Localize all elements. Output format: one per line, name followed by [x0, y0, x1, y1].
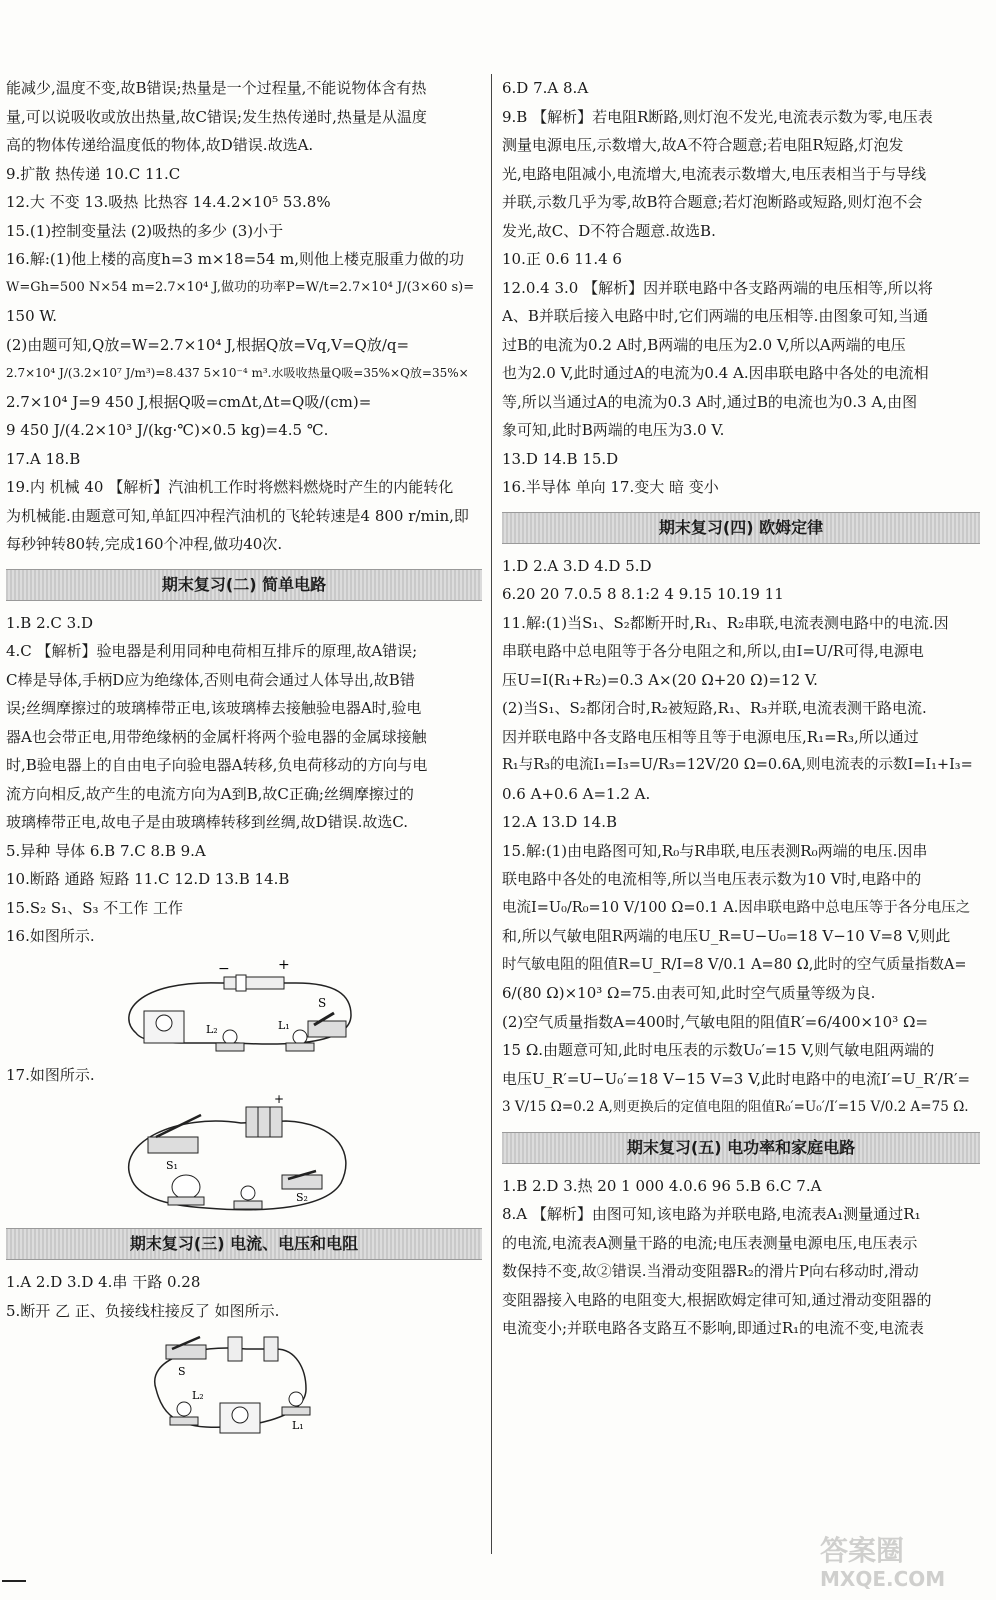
- text-line: 15.(1)控制变量法 (2)吸热的多少 (3)小于: [6, 221, 284, 240]
- text-line: 象可知,此时B两端的电压为3.0 V.: [502, 421, 725, 439]
- lamp-l2-label-5: L₂: [192, 1389, 204, 1402]
- text-line: 联电路中各处的电流相等,所以当电压表示数为10 V时,电路中的: [502, 870, 922, 888]
- text-line: C棒是导体,手柄D应为绝缘体,否则电荷会通过人体导出,故B错: [6, 670, 415, 689]
- text-line: 16.解:(1)他上楼的高度h=3 m×18=54 m,则他上楼克服重力做的功: [6, 250, 464, 268]
- text-line: 并联,示数几乎为零,故B符合题意;若灯泡断路或短路,则灯泡不会: [502, 193, 923, 211]
- section-header-4: 期末复习(四) 欧姆定律: [502, 512, 980, 544]
- text-line: 15.S₂ S₁、S₃ 不工作 工作: [6, 898, 184, 917]
- text-line: 6.D 7.A 8.A: [502, 79, 589, 97]
- left-bottom-lines: [6, 1268, 482, 1325]
- text-line: (2)空气质量指数A=400时,气敏电阻的阻值R′=6/400×10³ Ω=: [502, 1012, 928, 1031]
- watermark-line1: 答案圈: [820, 1534, 905, 1567]
- switch-s2-label: S₂: [296, 1191, 308, 1204]
- text-line: 时气敏电阻的阻值R=U_R/I=8 V/0.1 A=80 Ω,此时的空气质量指数A=: [502, 956, 967, 973]
- lamp-l1-label-5: L₁: [292, 1419, 304, 1432]
- left-top-lines: [6, 74, 482, 559]
- text-line: 电流变小;并联电路各支路互不影响,即通过R₁的电流不变,电流表: [502, 1319, 924, 1337]
- text-line: 12.大 不变 13.吸热 比热容 14.4.2×10⁵ 53.8%: [6, 193, 331, 211]
- watermark-logo: [820, 1535, 980, 1595]
- text-line: 发光,故C、D不符合题意.故选B.: [502, 221, 716, 240]
- text-line: 器A也会带正电,用带绝缘柄的金属杆将两个验电器的金属球接触: [6, 727, 427, 746]
- text-line: 10.断路 通路 短路 11.C 12.D 13.B 14.B: [6, 870, 290, 888]
- text-line: 1.D 2.A 3.D 4.D 5.D: [502, 556, 652, 575]
- text-line: 15 Ω.由题意可知,此时电压表的示数U₀′=15 V,则气敏电阻两端的: [502, 1041, 935, 1059]
- text-line: 3 V/15 Ω=0.2 A,则更换后的定值电阻的阻值R₀′=U₀′/I′=15 V/0.2 A=75 Ω.: [502, 1099, 969, 1115]
- text-line: 150 W.: [6, 307, 57, 325]
- text-line: 每秒钟转80转,完成160个冲程,做功40次.: [6, 535, 283, 553]
- text-line: 变阻器接入电路的电阻变大,根据欧姆定律可知,通过滑动变阻器的: [502, 1290, 932, 1309]
- text-line: 5.异种 导体 6.B 7.C 8.B 9.A: [6, 841, 206, 860]
- text-line: 2.7×10⁴ J/(3.2×10⁷ J/m³)=8.437 5×10⁻⁴ m³.水吸收热量Q吸=35%×Q放=35%×: [6, 366, 469, 380]
- right-lines-b: [502, 552, 980, 1122]
- text-line: 16.半导体 单向 17.变大 暗 变小: [502, 478, 719, 496]
- text-line: 16.如图所示.: [6, 927, 95, 945]
- text-line: 15.解:(1)由电路图可知,R₀与R串联,电压表测R₀两端的电压.因串: [502, 841, 928, 860]
- figure-17-circuit: [6, 1093, 482, 1218]
- text-line: R₁与R₃的电流I₁=I₃=U/R₃=12V/20 Ω=0.6A,则电流表的示数I=I₁+I₃=: [502, 757, 973, 773]
- text-line: 串联电路中总电阻等于各分电阻之和,所以,由I=U/R可得,电源电: [502, 642, 924, 660]
- text-line: 2.7×10⁴ J=9 450 J,根据Q吸=cmΔt,Δt=Q吸/(cm)=: [6, 392, 372, 411]
- text-line: 光,电路电阻减小,电流增大,电流表示数增大,电压表相当于与导线: [502, 164, 927, 183]
- right-column: [502, 74, 980, 1343]
- column-divider: [491, 74, 492, 1554]
- text-line: 13.D 14.B 15.D: [502, 449, 619, 468]
- text-line: 量,可以说吸收或放出热量,故C错误;发生热传递时,热量是从温度: [6, 107, 427, 126]
- text-line: 9.B 【解析】若电阻R断路,则灯泡不发光,电流表示数为零,电压表: [502, 107, 933, 126]
- text-line: 12.A 13.D 14.B: [502, 813, 617, 831]
- switch-s-label-5: S: [178, 1365, 186, 1378]
- lamp-l1-label: L₁: [278, 1018, 290, 1032]
- text-line: 误;丝绸摩擦过的玻璃棒带正电,该玻璃棒去接触验电器A时,验电: [6, 699, 422, 717]
- figure-5-circuit: [6, 1329, 482, 1439]
- left-column: [6, 74, 482, 1445]
- battery-minus-label: −: [218, 960, 230, 977]
- text-line: 和,所以气敏电阻R两端的电压U_R=U−U₀=18 V−10 V=8 V,则此: [502, 927, 951, 945]
- switch-s1-label: S₁: [166, 1159, 178, 1172]
- watermark-line2: MXQE.COM: [820, 1567, 946, 1591]
- right-lines-a: [502, 74, 980, 502]
- text-line: 9.扩散 热传递 10.C 11.C: [6, 164, 181, 183]
- text-line: 19.内 机械 40 【解析】汽油机工作时将燃料燃烧时产生的内能转化: [6, 478, 454, 496]
- text-line: 10.正 0.6 11.4 6: [502, 250, 622, 268]
- text-line: 压U=I(R₁+R₂)=0.3 A×(20 Ω+20 Ω)=12 V.: [502, 670, 818, 689]
- text-line: 电压U_R′=U−U₀′=18 V−15 V=3 V,此时电路中的电流I′=U_R′/R′=: [502, 1069, 971, 1088]
- text-line: 1.A 2.D 3.D 4.串 干路 0.28: [6, 1273, 201, 1291]
- text-line: 能减少,温度不变,故B错误;热量是一个过程量,不能说物体含有热: [6, 79, 427, 97]
- text-line: 1.B 2.D 3.热 20 1 000 4.0.6 96 5.B 6.C 7.A: [502, 1176, 822, 1195]
- text-line: 17.如图所示.: [6, 1065, 95, 1084]
- section-header-2: 期末复习(二) 简单电路: [6, 569, 482, 601]
- text-line: 6/(80 Ω)×10³ Ω=75.由表可知,此时空气质量等级为良.: [502, 984, 876, 1002]
- text-line: 11.解:(1)当S₁、S₂都断开时,R₁、R₂串联,电流表测电路中的电流.因: [502, 613, 949, 632]
- text-line: 等,所以当通过A的电流为0.3 A时,通过B的电流也为0.3 A,由图: [502, 392, 918, 411]
- text-line: 8.A 【解析】由图可知,该电路为并联电路,电流表A₁测量通过R₁: [502, 1205, 921, 1223]
- section-header-3: 期末复习(三) 电流、电压和电阻: [6, 1228, 482, 1260]
- text-line: (2)由题可知,Q放=W=2.7×10⁴ J,根据Q放=Vq,V=Q放/q=: [6, 335, 410, 354]
- text-line: 9 450 J/(4.2×10³ J/(kg·℃)×0.5 kg)=4.5 ℃.: [6, 421, 329, 439]
- section-header-5: 期末复习(五) 电功率和家庭电路: [502, 1132, 980, 1164]
- switch-s-label: S: [318, 995, 327, 1010]
- text-line: 也为2.0 V,此时通过A的电流为0.4 A.因串联电路中各处的电流相: [502, 364, 929, 382]
- text-line: 数保持不变,故②错误.当滑动变阻器R₂的滑片P向右移动时,滑动: [502, 1262, 919, 1280]
- text-line: 5.断开 乙 正、负接线柱接反了 如图所示.: [6, 1301, 280, 1320]
- battery-plus-label: +: [278, 956, 290, 973]
- right-lines-c: [502, 1172, 980, 1343]
- text-line: 玻璃棒带正电,故电子是由玻璃棒转移到丝绸,故D错误.故选C.: [6, 813, 409, 831]
- lamp-l2-label: L₂: [206, 1022, 218, 1036]
- text-line: 高的物体传递给温度低的物体,故D错误.故选A.: [6, 136, 314, 154]
- text-line: A、B并联后接入电路中时,它们两端的电压相等.由图象可知,当通: [502, 307, 929, 325]
- text-line: 因并联电路中各支路电压相等且等于电源电压,R₁=R₃,所以通过: [502, 727, 919, 746]
- battery-plus-label-17: +: [274, 1093, 285, 1106]
- text-line: 过B的电流为0.2 A时,B两端的电压为2.0 V,所以A两端的电压: [502, 335, 906, 354]
- footer-mark: [2, 1580, 26, 1582]
- text-line: 流方向相反,故产生的电流方向为A到B,故C正确;丝绸摩擦过的: [6, 784, 414, 803]
- text-line: 12.0.4 3.0 【解析】因并联电路中各支路两端的电压相等,所以将: [502, 278, 933, 297]
- text-line: W=Gh=500 N×54 m=2.7×10⁴ J,做功的功率P=W/t=2.7×10⁴ J/(3×60 s)=: [6, 279, 475, 295]
- text-line: 6.20 20 7.0.5 8 8.1:2 4 9.15 10.19 11: [502, 585, 784, 603]
- text-line: 4.C 【解析】验电器是利用同种电荷相互排斥的原理,故A错误;: [6, 642, 418, 660]
- text-line: 为机械能.由题意可知,单缸四冲程汽油机的飞轮转速是4 800 r/min,即: [6, 506, 469, 525]
- text-line: 电流I=U₀/R₀=10 V/100 Ω=0.1 A.因串联电路中总电压等于各分电压之: [502, 899, 971, 916]
- left-mid-lines: [6, 609, 482, 951]
- figure-16-circuit: [6, 955, 482, 1055]
- text-line: (2)当S₁、S₂都闭合时,R₂被短路,R₁、R₃并联,电流表测干路电流.: [502, 699, 927, 717]
- text-line: 1.B 2.C 3.D: [6, 613, 93, 632]
- text-line: 时,B验电器上的自由电子向验电器A转移,负电荷移动的方向与电: [6, 756, 428, 774]
- text-line: 0.6 A+0.6 A=1.2 A.: [502, 784, 651, 803]
- text-line: 的电流,电流表A测量干路的电流;电压表测量电源电压,电压表示: [502, 1233, 918, 1252]
- text-line: 17.A 18.B: [6, 449, 81, 468]
- text-line: 测量电源电压,示数增大,故A不符合题意;若电阻R短路,灯泡发: [502, 136, 904, 154]
